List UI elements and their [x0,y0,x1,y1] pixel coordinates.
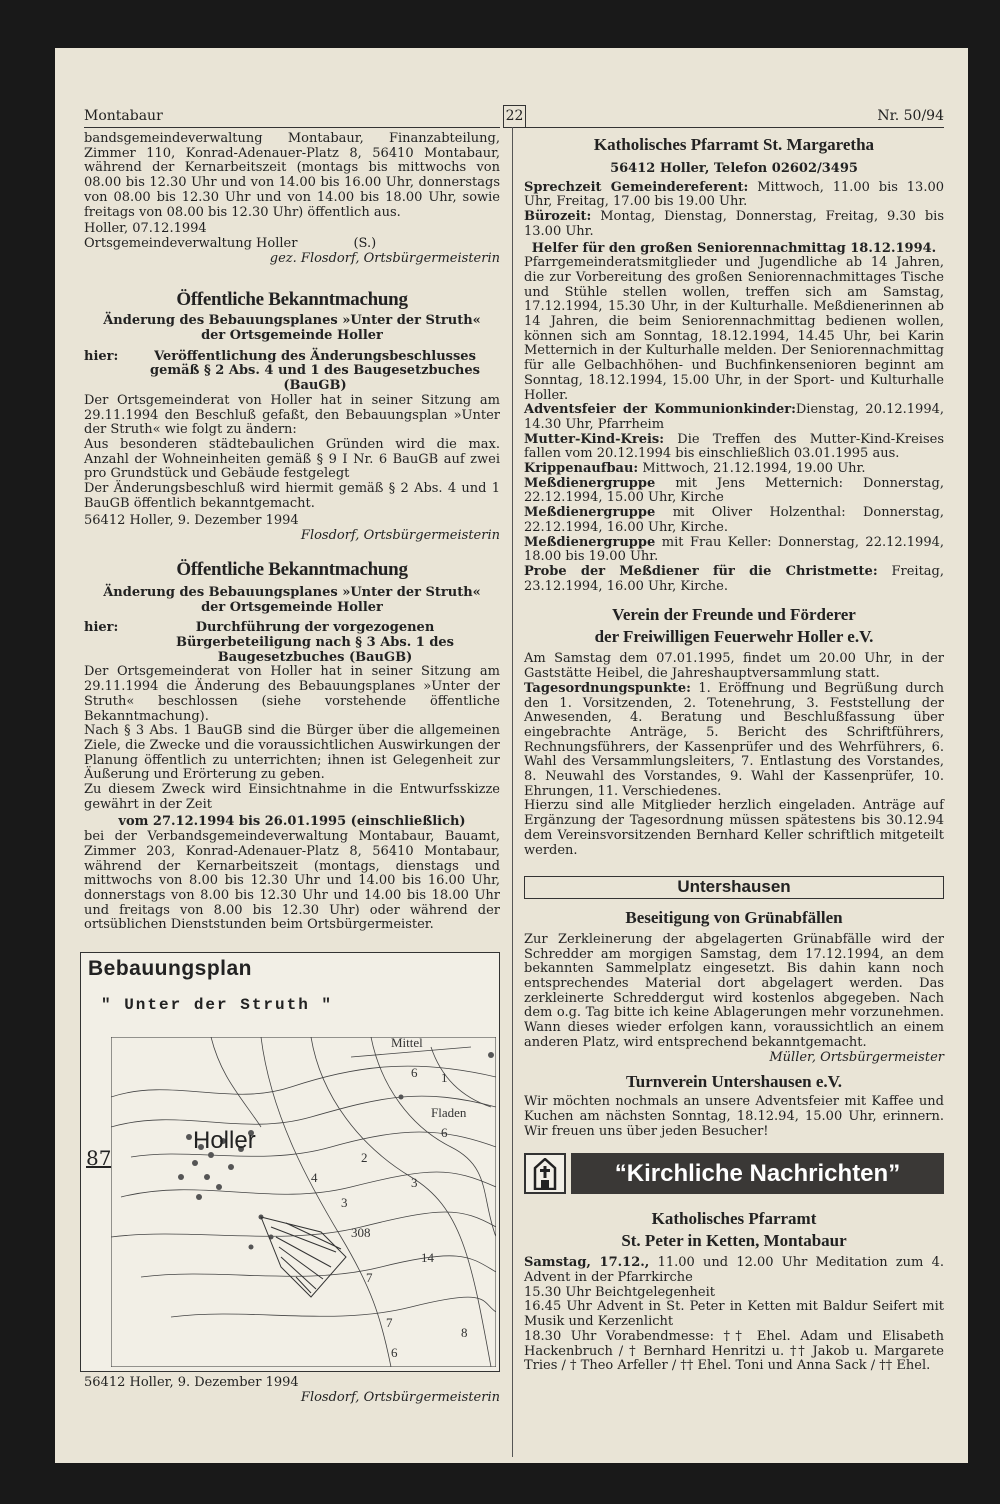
feuerwehr-title-1: Verein der Freunde und Förderer [612,605,856,625]
helfer-heading: Helfer für den großen Seniorennachmittag 18.12.1994. [531,240,937,256]
st-peter-title-2: St. Peter in Ketten, Montabaur [621,1231,847,1251]
bebauungsplan-map [80,952,500,1372]
agenda-label: Tagesordnungspunkte: [524,680,691,696]
gruenabfall-title: Beseitigung von Grünabfällen [625,907,843,927]
notice-1-sign: Flosdorf, Ortsbürgermeisterin [300,528,500,544]
samstag-text: 11.00 und 12.00 Uhr Meditation zum 4. Advent in der Pfarrkirche [524,1255,944,1286]
turnverein-title: Turnverein Untershausen e.V. [626,1072,842,1092]
sprechzeit [524,181,944,210]
church-icon [524,1153,566,1194]
notice-1-p3: Der Änderungsbeschluß wird hiermit gemäß § 2 Abs. 4 und 1 BauGB öffentlich bekanntgemacht. [84,481,500,511]
notice-2-p1: Der Ortsgemeinderat von Holler hat in seiner Sitzung am 29.11.1994 die Änderung des Bebauungsplanes »Unter der Struth« beschlossen (siehe vorstehende öffentliche Bekanntmachung). [84,664,500,724]
notice-2-footer [84,1376,500,1405]
buerozeit-label: Bürozeit: [524,209,592,225]
svg-text:14: 14 [421,1250,434,1265]
section-untershausen: Untershausen [524,876,944,899]
signature-1-name: gez. Flosdorf, Ortsbürgermeisterin [269,250,500,266]
svg-text:2: 2 [361,1150,368,1165]
probe-label: Probe der Meßdiener für die Christmette: [524,563,878,579]
agenda-text: 1. Eröffnung und Begrüßung durch den 1. Vorsitzenden, 2. Totenehrung, 3. Feststellung der Anwesenden, 4. Beratung und Beschlußfassung über eingebrachte Anträge, 5. Bericht des Schriftführers, Rechnungsführers, der Kassenprüfer und des Wehrführers, 6. Wahl des Versammlungsleiters, 7. Entlastung des Vorstandes, 8. Neuwahl des Vorstandes, 9. Wahl der Kassenprüfer, 10. Ehrungen, 11. Verschiedenes. [524,680,944,799]
gruenabfall-sign: Müller, Ortsbürgermeister [769,1049,944,1065]
left-column [84,132,500,933]
page-number: 22 [503,105,526,128]
map-subtitle: " Unter der Struth " [101,996,334,1014]
feuerwehr-title-2: der Freiwilligen Feuerwehr Holler e.V. [594,627,874,647]
issue-number: Nr. 50/94 [877,108,944,124]
notice-1-hier [84,350,500,394]
notice-2-period: vom 27.12.1994 bis 26.01.1995 (einschließlich) [118,814,466,830]
notice-2-title: Öffentliche Bekanntmachung [176,558,408,580]
samstag [524,1256,944,1285]
notice-2-p4: bei der Verbandsgemeindeverwaltung Montabaur, Bauamt, Zimmer 203, Konrad-Adenauer-Platz 8, 56410 Montabaur, während der Kernarbeitszeit (montags, dienstags und mittwochs von 8.00 bis 12.30 Uhr und 14.00 bis 16.00 Uhr, donnerstags von 8.00 bis 12.30 Uhr und 14.00 bis 18.00 Uhr und freitags von 8.00 bis 12.30 Uhr) oder während der ortsüblichen Dienststunden beim Ortsbürgermeister. [84,829,500,933]
notice-1-date: 56412 Holler, 9. Dezember 1994 [84,513,299,529]
krippenaufbau [524,462,944,477]
map-number: 87 [86,1146,112,1170]
feuerwehr-p2: Hierzu sind alle Mitglieder herzlich eingeladen. Anträge auf Ergänzung der Tagesordnung müssen spätestens bis 30.12.94 dem Vereinsvorsitzenden Bernhard Keller schriftlich mitgeteilt werden. [524,798,944,858]
svg-text:3: 3 [341,1195,348,1210]
gruenabfall-text: Zur Zerkleinerung der abgelagerten Grünabfälle wird der Schredder am morgigen Samstag, dem 17.12.1994, an dem bekannten Sammelplatz eingesetzt. Bis dahin kann noch entsprechendes Material dort abgelagert werden. Das zerkleinerte Schreddergut wird kostenlos abgegeben. Nach dem o.g. Tag bitte ich keine Ablagerungen mehr vorzunehmen. Wann dieses wieder erfolgen kann, voraussichtlich an einem anderen Platz, wird entsprechend bekanntgemacht. [524,931,944,1050]
date-1: Holler, 07.12.1994 [84,221,207,237]
mutter-kind [524,433,944,462]
notice-1-title: Öffentliche Bekanntmachung [176,289,408,311]
svg-text:Fladen: Fladen [431,1105,467,1120]
right-column [524,132,944,1374]
notice-2-hier [84,621,500,665]
st-peter-title-1: Katholisches Pfarramt [651,1209,817,1229]
messdiener-1-label: Meßdienergruppe [524,475,656,491]
messdiener-2-label: Meßdienergruppe [524,505,656,521]
header-rule-left [84,127,500,128]
topographic-map [111,1037,496,1367]
krippenaufbau-text: Mittwoch, 21.12.1994, 19.00 Uhr. [642,461,866,477]
buerozeit [524,210,944,239]
notice-1-p1: Der Ortsgemeinderat von Holler hat in seiner Sitzung am 29.11.1994 den Beschluß gefaßt, den Bebauungsplan »Unter der Struth« wie folgt zu ändern: [84,392,500,438]
svg-text:Mittel: Mittel [391,1037,423,1050]
helfer-text: Pfarrgemeinderatsmitglieder und Jugendliche ab 14 Jahren, die zur Vorbereitung des großen Seniorennachmittages Tische und Stühle stellen wollen, treffen sich am Samstag, 17.12.1994, 15.30 Uhr, in der Kulturhalle. Meßdienerinnen ab 14 Jahren, die beim Seniorennachmittag bedienen wollen, können sich am Sonntag, 18.12.1994, 14.45 Uhr, bei Karin Metternich in der Kulturhalle melden. Der Seniorennachmittag für alle Gelbachhöhen- und Buchfinkensenioren beginnt am Sonntag, 18.12.1994, 15.00 Uhr, in der Sport- und Kulturhalle Holler. [524,255,944,403]
sign-seal: (S.) [353,235,377,251]
turnverein-text: Wir möchten nochmals an unsere Adventsfeier mit Kaffee und Kuchen am nächsten Sonntag, 18.12.94, 15.00 Uhr, erinnern. Wir freuen uns über jeden Besucher! [524,1094,944,1139]
mutter-kind-label: Mutter-Kind-Kreis: [524,431,665,447]
svg-text:6: 6 [411,1065,418,1080]
adventsfeier-label: Adventsfeier der Kommunionkinder: [524,402,796,418]
svg-text:7: 7 [366,1270,373,1285]
notice-1-p2: Aus besonderen städtebaulichen Gründen wird die max. Anzahl der Wohneinheiten gemäß § 9 I Nr. 6 BauGB auf zwei pro Grundstück und Gebäude festgelegt [84,436,500,482]
sprechzeit-text: Mittwoch, 11.00 bis 13.00 Uhr, Freitag, 17.00 bis 19.00 Uhr. [524,179,944,210]
feuerwehr-agenda [524,682,944,800]
krippenaufbau-label: Krippenaufbau: [524,461,639,477]
kirchliche-nachrichten-banner [524,1153,944,1194]
notice-2-p3: Zu diesem Zweck wird Einsichtnahme in die Entwurfsskizze gewährt in der Zeit [84,782,500,812]
feuerwehr-p1: Am Samstag dem 07.01.1995, findet um 20.00 Uhr, in der Gaststätte Heibel, die Jahreshauptversammlung statt. [524,651,944,682]
intro-text: bandsgemeindeverwaltung Montabaur, Finanzabteilung, Zimmer 110, Konrad-Adenauer-Platz 8, 56410 Montabaur, während der Kernarbeitszeit (montags bis mittwochs von 08.00 bis 12.30 Uhr und von 14.00 bis 16.00 Uhr, donnerstags von 08.00 bis 12.30 Uhr und von 14.00 bis 18.00 Uhr, sowie freitags von 08.00 bis 12.30 Uhr) öffentlich aus. [84,131,500,220]
map-title: Bebauungsplan [88,957,253,980]
probe-text: Freitag, 23.12.1994, 16.00 Uhr, Kirche. [524,563,944,594]
adventsfeier-text: Dienstag, 20.12.1994, 14.30 Uhr, Pfarrheim [524,402,944,432]
schedule-line-2: 16.45 Uhr Advent in St. Peter in Ketten mit Baldur Seifert mit Musik und Kerzenlicht [524,1299,944,1330]
pfarramt-address: 56412 Holler, Telefon 02602/3495 [610,161,858,176]
messdiener-2-text: mit Oliver Holzenthal: Donnerstag, 22.12.1994, 16.00 Uhr, Kirche. [524,505,944,535]
sign-org: Ortsgemeindeverwaltung Holler [84,235,298,251]
signature-1 [84,237,500,252]
notice-2-sub2: der Ortsgemeinde Holler [201,599,383,615]
hier-label: hier: [84,620,119,636]
hier-text: Veröffentlichung des Änderungsbeschlusses gemäß § 2 Abs. 4 und 1 des Baugesetzbuches (BauGB) [150,348,480,394]
column-divider [512,127,513,1457]
map-place-name: Holler [193,1127,256,1154]
svg-text:1: 1 [441,1070,448,1085]
svg-text:7: 7 [386,1315,393,1330]
messdiener-3-label: Meßdienergruppe [524,534,656,550]
hier-text: Durchführung der vorgezogenen Bürgerbeteiligung nach § 3 Abs. 1 des Baugesetzbuches (BauGB) [175,620,455,665]
header-town: Montabaur [84,108,163,124]
mutter-kind-text: Die Treffen des Mutter-Kind-Kreises fallen vom 20.12.1994 bis einschließlich 03.01.1995 aus. [524,431,944,462]
messdiener-1-text: mit Jens Metternich: Donnerstag, 22.12.1994, 15.00 Uhr, Kirche [524,475,945,506]
svg-text:6: 6 [441,1125,448,1140]
hier-label: hier: [84,348,119,364]
messdiener-2 [524,506,944,535]
samstag-label: Samstag, 17.12., [524,1255,650,1271]
notice-2-p2: Nach § 3 Abs. 1 BauGB sind die Bürger über die allgemeinen Ziele, die Zwecke und die voraussichtlichen Auswirkungen der Planung öffentlich zu unterrichten; ihnen ist Gelegenheit zur Äußerung und Erörterung zu geben. [84,723,500,783]
notice-2-sub1: Änderung des Bebauungsplanes »Unter der Struth« [103,584,481,600]
svg-text:308: 308 [351,1225,371,1240]
messdiener-3-text: mit Frau Keller: Donnerstag, 22.12.1994, 18.00 bis 19.00 Uhr. [524,534,945,565]
svg-text:4: 4 [311,1170,318,1185]
banner-title: “Kirchliche Nachrichten” [571,1153,944,1194]
pfarramt-title: Katholisches Pfarramt St. Margaretha [593,135,875,154]
schedule-line-1: 15.30 Uhr Beichtgelegenheit [524,1284,716,1300]
sprechzeit-label: Sprechzeit Gemeindereferent: [524,179,749,195]
svg-text:8: 8 [461,1325,468,1340]
svg-text:3: 3 [411,1175,418,1190]
adventsfeier [524,403,944,432]
notice-1-sub2: der Ortsgemeinde Holler [201,328,383,344]
svg-text:6: 6 [391,1345,398,1360]
messdiener-3 [524,536,944,565]
header-rule-right [526,127,944,128]
schedule-line-3: 18.30 Uhr Vorabendmesse: †† Ehel. Adam und Elisabeth Hackenbruch / † Bernhard Henritzi u. †† Jakob u. Margarete Tries / † Theo Arfeller / †† Ehel. Toni und Anna Sack / †† Ehel. [524,1328,944,1374]
notice-2-date: 56412 Holler, 9. Dezember 1994 [84,1375,299,1390]
notice-1-sub1: Änderung des Bebauungsplanes »Unter der Struth« [103,313,481,329]
buerozeit-text: Montag, Dienstag, Donnerstag, Freitag, 9.30 bis 13.00 Uhr. [524,209,944,239]
messdiener-1 [524,477,944,506]
notice-2-sign: Flosdorf, Ortsbürgermeisterin [300,1389,500,1405]
probe [524,565,944,594]
